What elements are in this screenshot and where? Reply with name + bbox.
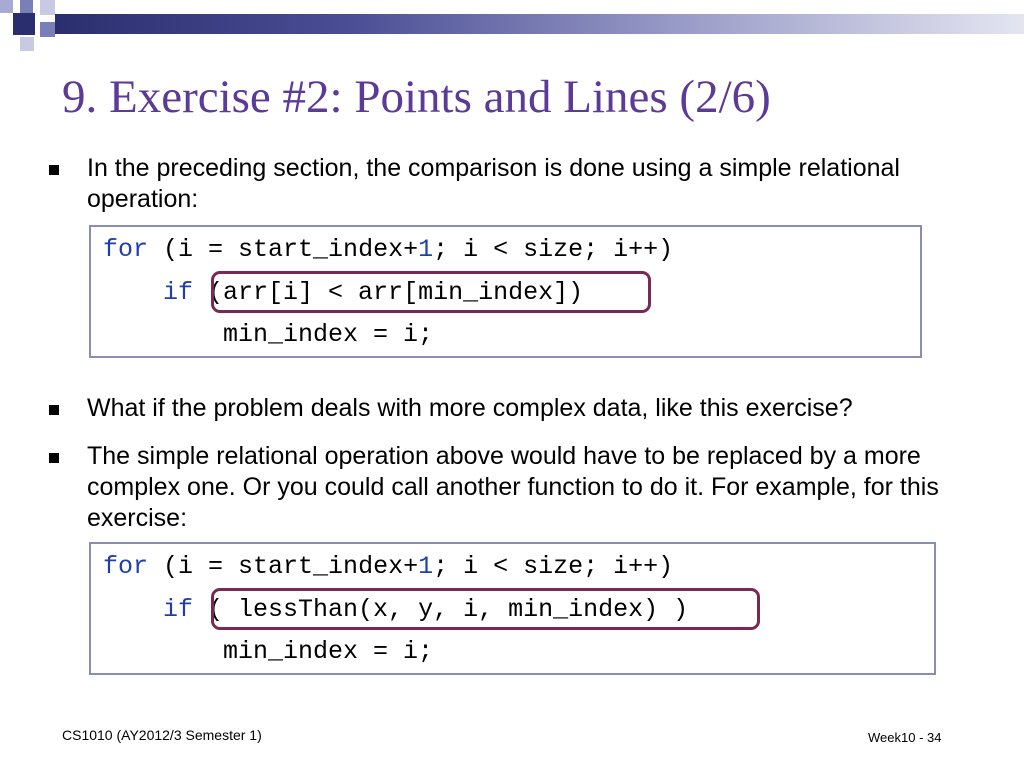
code-line	[103, 552, 673, 582]
code-text: (i = start_index+	[163, 552, 419, 581]
bullet-item	[49, 153, 969, 215]
bullet-square-icon	[49, 405, 59, 415]
code-line: min_index = i;	[223, 637, 434, 666]
highlight-box-1	[211, 271, 651, 313]
slide-title: 9. Exercise #2: Points and Lines (2/6)	[62, 71, 771, 123]
footer-page-number: Week10 - 34	[868, 730, 942, 745]
code-line	[103, 235, 673, 265]
bullet-text: The simple relational operation above would have to be replaced by a more complex one. Or you could call another function to do it. For example, for this exercise:	[87, 442, 939, 532]
code-text: ; i < size; i++)	[433, 552, 674, 581]
code-keyword: for	[103, 552, 149, 581]
code-number: 1	[418, 235, 434, 264]
bullet-square-icon	[49, 453, 59, 463]
code-keyword: for	[103, 235, 149, 264]
highlight-box-2	[211, 588, 760, 630]
bullet-item	[49, 393, 969, 424]
code-line: min_index = i;	[223, 320, 434, 349]
corner-square-5	[40, 22, 55, 37]
corner-square-3	[40, 0, 55, 15]
corner-square-1	[0, 0, 13, 13]
code-keyword: if	[163, 595, 194, 624]
code-text: ( lessThan(x, y, i, min_index) )	[208, 595, 689, 624]
corner-square-2	[20, 0, 33, 13]
bullet-text: In the preceding section, the comparison is done using a simple relational operation:	[87, 154, 900, 213]
bullet-item	[49, 441, 969, 534]
code-text: (i = start_index+	[163, 235, 419, 264]
code-text: ; i < size; i++)	[433, 235, 674, 264]
corner-square-4	[13, 13, 35, 35]
bullet-text: What if the problem deals with more complex data, like this exercise?	[87, 394, 853, 422]
bullet-square-icon	[49, 165, 59, 175]
header-gradient-bar	[55, 14, 1024, 34]
code-text: (arr[i] < arr[min_index])	[208, 278, 584, 307]
corner-square-6	[20, 37, 34, 51]
footer-course: CS1010 (AY2012/3 Semester 1)	[62, 727, 262, 743]
code-number: 1	[418, 552, 434, 581]
code-keyword: if	[163, 278, 194, 307]
